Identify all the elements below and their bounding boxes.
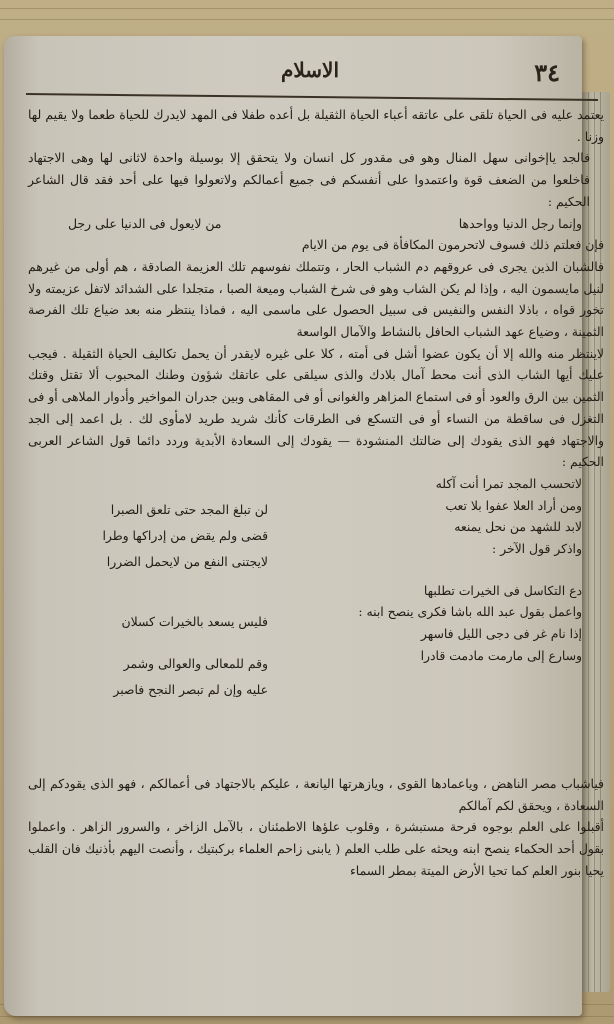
text-line: الأبدية وردد دائما قول الشاعر العربى الحكيم : [28, 432, 604, 470]
poem-block [28, 473, 604, 773]
verse [28, 213, 604, 235]
poem-line: وقم للمعالى والعوالى وشمر [123, 655, 268, 671]
text-line: يقيم لها وزنا . [28, 107, 604, 144]
text-line: فإن فعلتم ذلك فسوف لاتحرمون المكافأة فى يوم من الايام [301, 237, 604, 253]
text-line: فياشباب مصر الناهض ، وياعمادها القوى ، ويازهرتها اليانعة ، عليكم بالاجتهاد فى أعمالكم ، فهو الذى [90, 775, 604, 791]
text-line: لاينتظر منه والله إلا أن يكون عضوا أشل فى أمته ، كلا على غيره لايقدر أن يحمل تكاليف الحياة [108, 345, 604, 361]
paragraph [28, 773, 604, 882]
text-line: الثقيلة . فيجب عليك أيها الشاب الذى أنت محط آمال بلادك والذى سيلقى على عاتقك شؤون وطنك [28, 345, 604, 383]
poem-line: إذا نام غر فى دجى الليل فاسهر [420, 626, 582, 642]
text-line: يعتمد عليه فى الحياة تلقى على عاتقه أعباء الحياة الثقيلة بل أعده طفلا فى المهد لايدرك للحياة طعما ولا [71, 107, 604, 122]
poem-line: ومن أراد العلا عفوا بلا تعب [445, 497, 582, 513]
text-line: بعد ضياع تلك الفرصة الثمينة ، وضياع عهد الشباب الحافل بالنشاط والآمال الواسعة [28, 302, 604, 340]
poem-column-left [38, 497, 268, 703]
page-number: ٣٤ [534, 58, 560, 87]
paragraph [28, 147, 604, 212]
page-header [20, 58, 600, 94]
verse-hemistich-left: من لايعول فى الدنيا على رجل [68, 215, 222, 231]
text-line: الشاعر الحكيم : [28, 172, 590, 209]
poem-line: لن تبلغ المجد حتى تلعق الصبرا [110, 501, 268, 517]
text-line: اليهم بأذنيك فان القلب يحيا بنور العلم كما تحيا الأرض الميتة بمطر السماء [28, 841, 604, 878]
running-title: الاسلام [280, 58, 340, 82]
poem-line: فليس يسعد بالخيرات كسلان [121, 613, 268, 629]
poem-line: دع التكاسل فى الخيرات تطلبها [423, 582, 582, 598]
poem-line: لايجتنى النفع من لايحمل الضررا [106, 553, 268, 569]
poem-line: واعمل بقول عبد الله باشا فكرى ينصح ابنه : [358, 604, 582, 620]
poem-line: واذكر قول الآخر : [491, 541, 582, 557]
text-line: غيرهم لنيل مايسمون اليه ، وإذا لم يكن الشاب وهو فى شرخ الشباب وميعة الصبا ، متجلدا على الشدائد [28, 258, 604, 296]
poem-line: قضى ولم يقض من إدراكها وطرا [102, 527, 268, 543]
poem-line: لاتحسب المجد تمرا أنت آكله [435, 475, 582, 491]
paragraph [28, 343, 604, 473]
text-line: فالشبان الذين يجرى فى عروقهم دم الشباب الحار ، وتتملك نفوسهم تلك العزيمة الصادقة ، هم أولى من [64, 258, 604, 274]
text-line: المواخير وأدوار الملاهى أو فى التغزل فى ساقطة من النساء أو فى التسكع فى الطرقات كأنك شريد طريد [28, 389, 604, 426]
poem-column-right [332, 473, 582, 667]
text-line: الاجتهاد فاخلعوا من الضعف قوة واعتمدوا على أنفسكم فى جميع أعمالكم ولاتعولوا فيها على أحد فقد قال [28, 150, 590, 188]
text-line: أقبلوا على العلم بوجوه فرحة مستبشرة ، وقلوب علؤها الاطمئنان ، بالآمل الزاخر ، والسرور [117, 819, 604, 835]
text-line: فالجد ياإخوانى سهل المنال وهو فى مقدور كل انسان ولا يتحقق إلا بوسيلة واحدة لاثانى لها وهى [70, 150, 590, 166]
text-line: يقودكم إلى السعادة ، ويحقق لكم آمالكم [28, 775, 604, 813]
verse-hemistich-right: وإنما رجل الدنيا وواحدها [458, 215, 582, 231]
text-line: الزاهر . واعملوا بقول أحد الحكماء ينصح ابنه ويحثه على طلب العلم ( يابنى زاحم العلماء بركبتيك ، وأنصت [28, 819, 604, 857]
page-body [28, 104, 604, 881]
text-line: المحبوب ألا تقتل وقتك الثمين بين الرق والعود أو فى استماع المزاهر والغوانى أو فى المقاهى وبين جدران [28, 367, 604, 405]
poem-line: لابد للشهد من نحل يمنعه [454, 519, 582, 535]
text-line: لامأوى لك . بل اعمد إلى الجد والاجتهاد فهو الذى يقودك إلى ضالتك المنشودة — يقودك إلى السعادة [28, 410, 604, 448]
text-line: لاتفل عزيمته ولا تخور قواه ، باذلا النفس والنفيس فى سبيل الحصول على ماسمى اليه ، فماذا ينتظر منه [28, 280, 604, 318]
poem-line: وسارع إلى مارمت مادمت قادرا [420, 647, 582, 663]
poem-line: عليه وإن لم تبصر النجح فاصبر [113, 681, 268, 697]
paragraph [28, 234, 604, 343]
paragraph [28, 104, 604, 147]
